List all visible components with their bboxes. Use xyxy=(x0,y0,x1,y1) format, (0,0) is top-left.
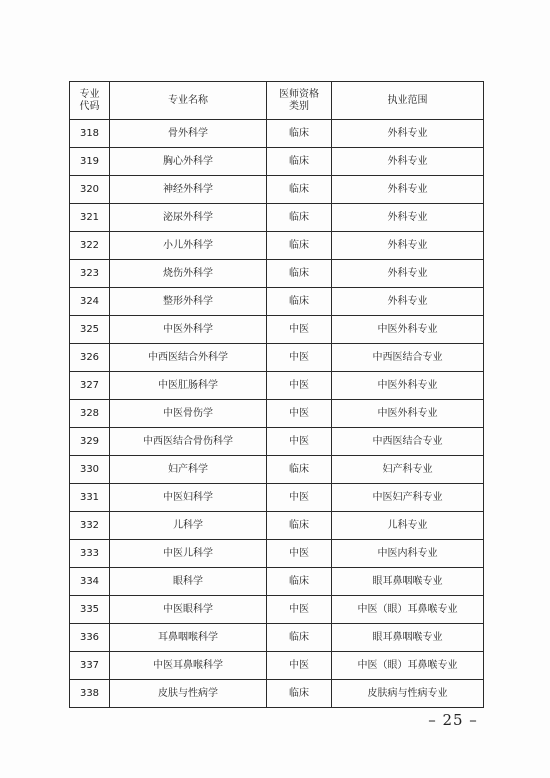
cell-category: 临床 xyxy=(267,568,332,596)
cell-code: 320 xyxy=(70,176,110,204)
cell-name: 儿科学 xyxy=(110,512,267,540)
cell-code: 325 xyxy=(70,316,110,344)
cell-name: 烧伤外科学 xyxy=(110,260,267,288)
cell-scope: 外科专业 xyxy=(332,120,484,148)
table-row xyxy=(70,232,484,260)
table-row xyxy=(70,344,484,372)
table-row xyxy=(70,624,484,652)
cell-category: 临床 xyxy=(267,232,332,260)
cell-name: 小儿外科学 xyxy=(110,232,267,260)
header-code: 专业代码 xyxy=(70,82,110,120)
cell-scope: 外科专业 xyxy=(332,176,484,204)
table-row xyxy=(70,456,484,484)
cell-scope: 中西医结合专业 xyxy=(332,344,484,372)
cell-category: 临床 xyxy=(267,456,332,484)
cell-category: 中医 xyxy=(267,344,332,372)
cell-scope: 皮肤病与性病专业 xyxy=(332,680,484,708)
specialty-table xyxy=(69,81,484,708)
cell-category: 临床 xyxy=(267,176,332,204)
cell-scope: 外科专业 xyxy=(332,232,484,260)
cell-code: 318 xyxy=(70,120,110,148)
cell-category: 中医 xyxy=(267,428,332,456)
cell-code: 323 xyxy=(70,260,110,288)
cell-scope: 中医内科专业 xyxy=(332,540,484,568)
cell-code: 321 xyxy=(70,204,110,232)
cell-scope: 外科专业 xyxy=(332,204,484,232)
cell-name: 皮肤与性病学 xyxy=(110,680,267,708)
cell-scope: 中医外科专业 xyxy=(332,372,484,400)
cell-name: 中医骨伤学 xyxy=(110,400,267,428)
page-number: – 25 – xyxy=(428,711,478,729)
table-body xyxy=(70,120,484,708)
cell-scope: 儿科专业 xyxy=(332,512,484,540)
cell-category: 临床 xyxy=(267,624,332,652)
cell-name: 骨外科学 xyxy=(110,120,267,148)
cell-scope: 中医妇产科专业 xyxy=(332,484,484,512)
cell-name: 胸心外科学 xyxy=(110,148,267,176)
cell-category: 中医 xyxy=(267,316,332,344)
header-scope: 执业范围 xyxy=(332,82,484,120)
cell-scope: 眼耳鼻咽喉专业 xyxy=(332,568,484,596)
cell-code: 338 xyxy=(70,680,110,708)
table-row xyxy=(70,288,484,316)
cell-category: 中医 xyxy=(267,596,332,624)
cell-name: 眼科学 xyxy=(110,568,267,596)
cell-code: 326 xyxy=(70,344,110,372)
cell-code: 331 xyxy=(70,484,110,512)
cell-category: 中医 xyxy=(267,372,332,400)
cell-category: 中医 xyxy=(267,652,332,680)
cell-code: 327 xyxy=(70,372,110,400)
cell-name: 中西医结合外科学 xyxy=(110,344,267,372)
cell-code: 330 xyxy=(70,456,110,484)
cell-name: 中医妇科学 xyxy=(110,484,267,512)
table-row xyxy=(70,428,484,456)
cell-category: 临床 xyxy=(267,204,332,232)
cell-code: 322 xyxy=(70,232,110,260)
cell-category: 临床 xyxy=(267,680,332,708)
cell-name: 中西医结合骨伤科学 xyxy=(110,428,267,456)
table-row xyxy=(70,120,484,148)
cell-category: 临床 xyxy=(267,148,332,176)
cell-name: 妇产科学 xyxy=(110,456,267,484)
table-row xyxy=(70,540,484,568)
cell-name: 中医肛肠科学 xyxy=(110,372,267,400)
cell-scope: 中医外科专业 xyxy=(332,400,484,428)
table-row xyxy=(70,316,484,344)
cell-code: 328 xyxy=(70,400,110,428)
header-category: 医师资格类别 xyxy=(267,82,332,120)
cell-scope: 中医外科专业 xyxy=(332,316,484,344)
cell-code: 324 xyxy=(70,288,110,316)
table-row xyxy=(70,484,484,512)
cell-name: 耳鼻咽喉科学 xyxy=(110,624,267,652)
cell-category: 中医 xyxy=(267,484,332,512)
table-row xyxy=(70,260,484,288)
cell-code: 332 xyxy=(70,512,110,540)
cell-name: 泌尿外科学 xyxy=(110,204,267,232)
cell-code: 333 xyxy=(70,540,110,568)
cell-scope: 中医（眼）耳鼻喉专业 xyxy=(332,652,484,680)
header-name: 专业名称 xyxy=(110,82,267,120)
table-row xyxy=(70,680,484,708)
table-row xyxy=(70,372,484,400)
cell-scope: 外科专业 xyxy=(332,148,484,176)
cell-scope: 外科专业 xyxy=(332,288,484,316)
table-row xyxy=(70,148,484,176)
table-row xyxy=(70,596,484,624)
table-row xyxy=(70,512,484,540)
table-row xyxy=(70,400,484,428)
cell-name: 神经外科学 xyxy=(110,176,267,204)
cell-scope: 妇产科专业 xyxy=(332,456,484,484)
table-row xyxy=(70,568,484,596)
cell-scope: 外科专业 xyxy=(332,260,484,288)
cell-category: 临床 xyxy=(267,120,332,148)
table-row xyxy=(70,176,484,204)
cell-category: 临床 xyxy=(267,288,332,316)
cell-scope: 中西医结合专业 xyxy=(332,428,484,456)
cell-code: 335 xyxy=(70,596,110,624)
header-row xyxy=(70,82,484,120)
cell-code: 336 xyxy=(70,624,110,652)
cell-category: 临床 xyxy=(267,260,332,288)
cell-name: 中医耳鼻喉科学 xyxy=(110,652,267,680)
cell-name: 中医儿科学 xyxy=(110,540,267,568)
table-row xyxy=(70,204,484,232)
cell-name: 中医眼科学 xyxy=(110,596,267,624)
cell-category: 中医 xyxy=(267,400,332,428)
cell-code: 334 xyxy=(70,568,110,596)
cell-category: 中医 xyxy=(267,540,332,568)
cell-code: 329 xyxy=(70,428,110,456)
table-row xyxy=(70,652,484,680)
cell-code: 337 xyxy=(70,652,110,680)
cell-scope: 中医（眼）耳鼻喉专业 xyxy=(332,596,484,624)
cell-name: 中医外科学 xyxy=(110,316,267,344)
cell-category: 临床 xyxy=(267,512,332,540)
cell-scope: 眼耳鼻咽喉专业 xyxy=(332,624,484,652)
cell-code: 319 xyxy=(70,148,110,176)
table-header xyxy=(70,82,484,120)
cell-name: 整形外科学 xyxy=(110,288,267,316)
